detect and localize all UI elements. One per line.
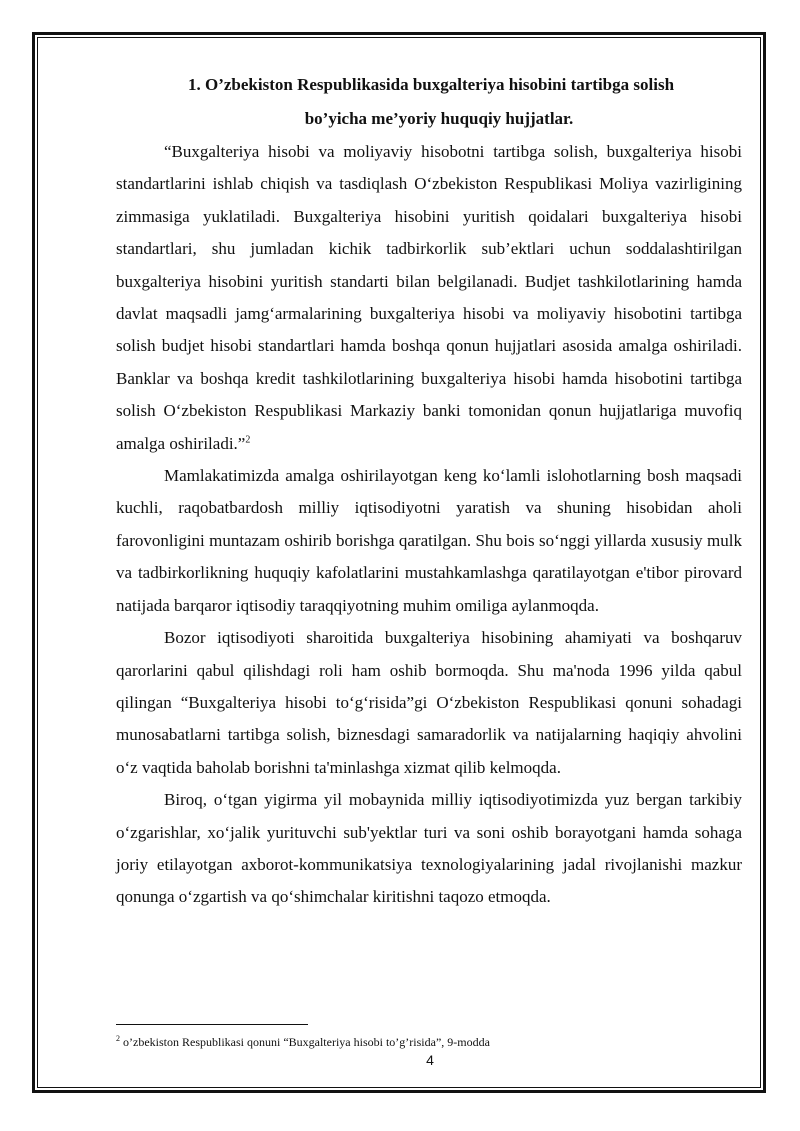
- paragraph-quote: [116, 136, 742, 460]
- heading-line-2: bo’yicha me’yoriy huquqiy hujjatlar.: [304, 109, 574, 128]
- footnote: [116, 1031, 490, 1050]
- paragraph: Biroq, o‘tgan yigirma yil mobaynida milliy iqtisodiyotimizda yuz bergan tarkibiy o‘zgarishlar, xo‘jalik yurituvchi sub'yektlar turi va soni oshib borayotgani hamda sohaga joriy etilayotgan axborot-kommunikatsiya texnologiyalarining jadal rivojlanishi mazkur qonunga o‘zgartish va qo‘shimchalar kiritishni taqozo etmoqda.: [116, 790, 742, 907]
- paragraph: Bozor iqtisodiyoti sharoitida buxgalteriya hisobining ahamiyati va boshqaruv qarorlarini qabul qilishdagi roli ham oshib bormoqda. Shu ma'noda 1996 yilda qabul qilingan “Buxgalteriya hisobi to‘g‘risida”gi O‘zbekiston Respublikasi qonuni sohadagi munosabatlarni tartibga solish, biznesdagi samaradorlik va natijalarning haqiqiy ahvolini o‘z vaqtida baholab borishni ta'minlashga xizmat qilib kelmoqda.: [116, 628, 742, 777]
- document-body: [116, 68, 742, 914]
- footnote-marker: 2: [116, 1034, 120, 1043]
- paragraph: Mamlakatimizda amalga oshirilayotgan keng ko‘lamli islohotlarning bosh maqsadi kuchli, raqobatbardosh milliy iqtisodiyotni yaratish va shuning hisobidan aholi farovonligini muntazam oshirib borishga qaratilgan. Shu bois so‘nggi yillarda xususiy mulk va tadbirkorlikning huquqiy kafolatlarini mustahkamlashga qaratilayotgan e'tibor pirovard natijada barqaror iqtisodiy taraqqiyotning muhim omiliga aylanmoqda.: [116, 466, 742, 615]
- footnote-separator: [116, 1024, 308, 1025]
- footnote-reference[interactable]: 2: [245, 434, 251, 445]
- paragraph-text: “Buxgalteriya hisobi va moliyaviy hisobotni tartibga solish, buxgalteriya hisobi standartlarini ishlab chiqish va tasdiqlash O‘zbekiston Respublikasi Moliya vazirligining zimmasiga yuklatiladi. Buxgalteriya hisobini yuritish qoidalari buxgalteriya hisobi standartlari, shu jumladan kichik tadbirkorlik sub’ektlari uchun soddalashtirilgan buxgalteriya hisobini yuritish standarti bilan belgilanadi. Budjet tashkilotlarining hamda davlat maqsadli jamg‘armalarining buxgalteriya hisobi va moliyaviy hisobotini tartibga solish budjet hisobi standartlari hamda boshqa qonun hujjatlari asosida amalga oshiriladi. Banklar va boshqa kredit tashkilotlarining buxgalteriya hisobi hamda hisobotini tartibga solish O‘zbekiston Respublikasi Markaziy banki tomonidan qonun hujjatlariga muvofiq amalga oshiriladi.”: [116, 142, 742, 453]
- heading-line-1: 1. O’zbekiston Respublikasida buxgalteriya hisobini tartibga solish: [188, 75, 675, 94]
- section-heading: [116, 68, 742, 136]
- footnote-text: o’zbekiston Respublikasi qonuni “Buxgalteriya hisobi to’g’risida”, 9-modda: [120, 1035, 490, 1049]
- page-number: 4: [426, 1052, 434, 1068]
